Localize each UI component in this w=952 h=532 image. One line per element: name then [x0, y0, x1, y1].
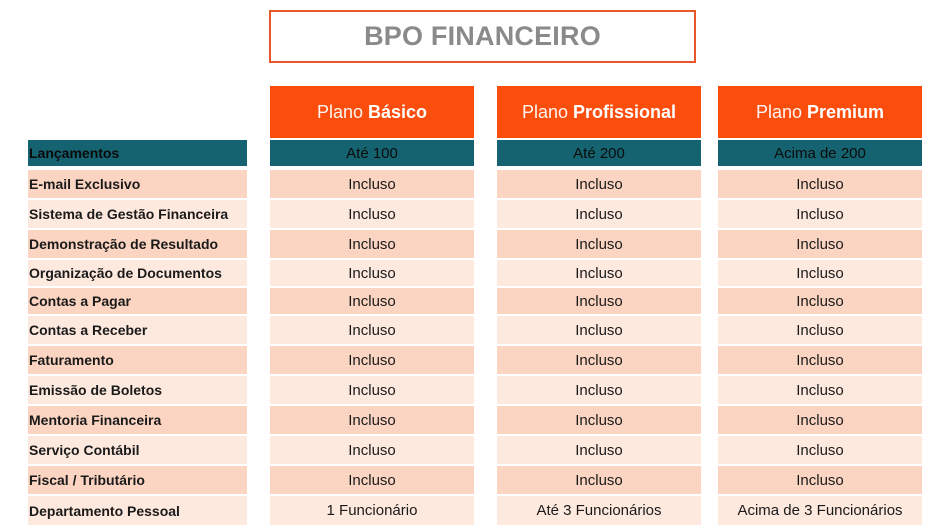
- cell-basico: Incluso: [270, 436, 474, 464]
- row-label: Contas a Receber: [28, 316, 247, 344]
- cell-basico: Incluso: [270, 260, 474, 286]
- cell-basico: Incluso: [270, 288, 474, 314]
- table-row: [0, 496, 952, 527]
- cell-premium: Acima de 3 Funcionários: [718, 496, 922, 525]
- cell-profissional: Incluso: [497, 406, 701, 434]
- plan-header-profissional: [497, 86, 701, 138]
- cell-premium: Incluso: [718, 316, 922, 344]
- cell-premium: Incluso: [718, 230, 922, 258]
- row-label: Demonstração de Resultado: [28, 230, 247, 258]
- row-label: Departamento Pessoal: [28, 496, 247, 525]
- cell-premium: Incluso: [718, 406, 922, 434]
- cell-profissional: Até 200: [497, 140, 701, 166]
- table-row: [0, 466, 952, 496]
- row-label: Sistema de Gestão Financeira: [28, 200, 247, 228]
- cell-premium: Incluso: [718, 200, 922, 228]
- table-row: [0, 376, 952, 406]
- plan-name: Profissional: [573, 101, 677, 122]
- row-label: Faturamento: [28, 346, 247, 374]
- table-row: [0, 346, 952, 376]
- plan-header-premium: [718, 86, 922, 138]
- table-row: [0, 436, 952, 466]
- cell-premium: Incluso: [718, 170, 922, 198]
- table-row: [0, 140, 952, 168]
- table-row: [0, 288, 952, 316]
- row-label: Serviço Contábil: [28, 436, 247, 464]
- cell-profissional: Incluso: [497, 316, 701, 344]
- plan-prefix: Plano: [316, 101, 363, 122]
- cell-profissional: Incluso: [497, 466, 701, 494]
- cell-premium: Incluso: [718, 436, 922, 464]
- cell-profissional: Incluso: [497, 260, 701, 286]
- table-row: [0, 200, 952, 230]
- row-label: Emissão de Boletos: [28, 376, 247, 404]
- cell-basico: Até 100: [270, 140, 474, 166]
- table-row: [0, 406, 952, 436]
- cell-profissional: Até 3 Funcionários: [497, 496, 701, 525]
- row-label: E-mail Exclusivo: [28, 170, 247, 198]
- cell-premium: Incluso: [718, 376, 922, 404]
- cell-basico: Incluso: [270, 376, 474, 404]
- cell-premium: Incluso: [718, 288, 922, 314]
- cell-premium: Incluso: [718, 466, 922, 494]
- plan-name: Premium: [807, 101, 885, 122]
- table-row: [0, 316, 952, 346]
- row-label: Fiscal / Tributário: [28, 466, 247, 494]
- cell-profissional: Incluso: [497, 376, 701, 404]
- row-label: Mentoria Financeira: [28, 406, 247, 434]
- table-row: [0, 230, 952, 260]
- plan-name: Básico: [368, 101, 428, 122]
- cell-premium: Incluso: [718, 260, 922, 286]
- cell-premium: Acima de 200: [718, 140, 922, 166]
- cell-basico: Incluso: [270, 200, 474, 228]
- cell-basico: Incluso: [270, 466, 474, 494]
- cell-premium: Incluso: [718, 346, 922, 374]
- cell-profissional: Incluso: [497, 288, 701, 314]
- row-label: Organização de Documentos: [28, 260, 247, 286]
- row-label: Contas a Pagar: [28, 288, 247, 314]
- cell-basico: 1 Funcionário: [270, 496, 474, 525]
- plan-header-basico: [270, 86, 474, 138]
- cell-profissional: Incluso: [497, 436, 701, 464]
- table-row: [0, 260, 952, 288]
- cell-basico: Incluso: [270, 170, 474, 198]
- cell-basico: Incluso: [270, 316, 474, 344]
- table-row: [0, 170, 952, 200]
- cell-basico: Incluso: [270, 346, 474, 374]
- cell-profissional: Incluso: [497, 230, 701, 258]
- plan-prefix: Plano: [755, 101, 802, 122]
- cell-basico: Incluso: [270, 406, 474, 434]
- cell-profissional: Incluso: [497, 170, 701, 198]
- page-title: BPO FINANCEIRO: [269, 10, 696, 63]
- row-label: Lançamentos: [28, 140, 247, 166]
- cell-profissional: Incluso: [497, 200, 701, 228]
- cell-basico: Incluso: [270, 230, 474, 258]
- plan-prefix: Plano: [521, 101, 568, 122]
- cell-profissional: Incluso: [497, 346, 701, 374]
